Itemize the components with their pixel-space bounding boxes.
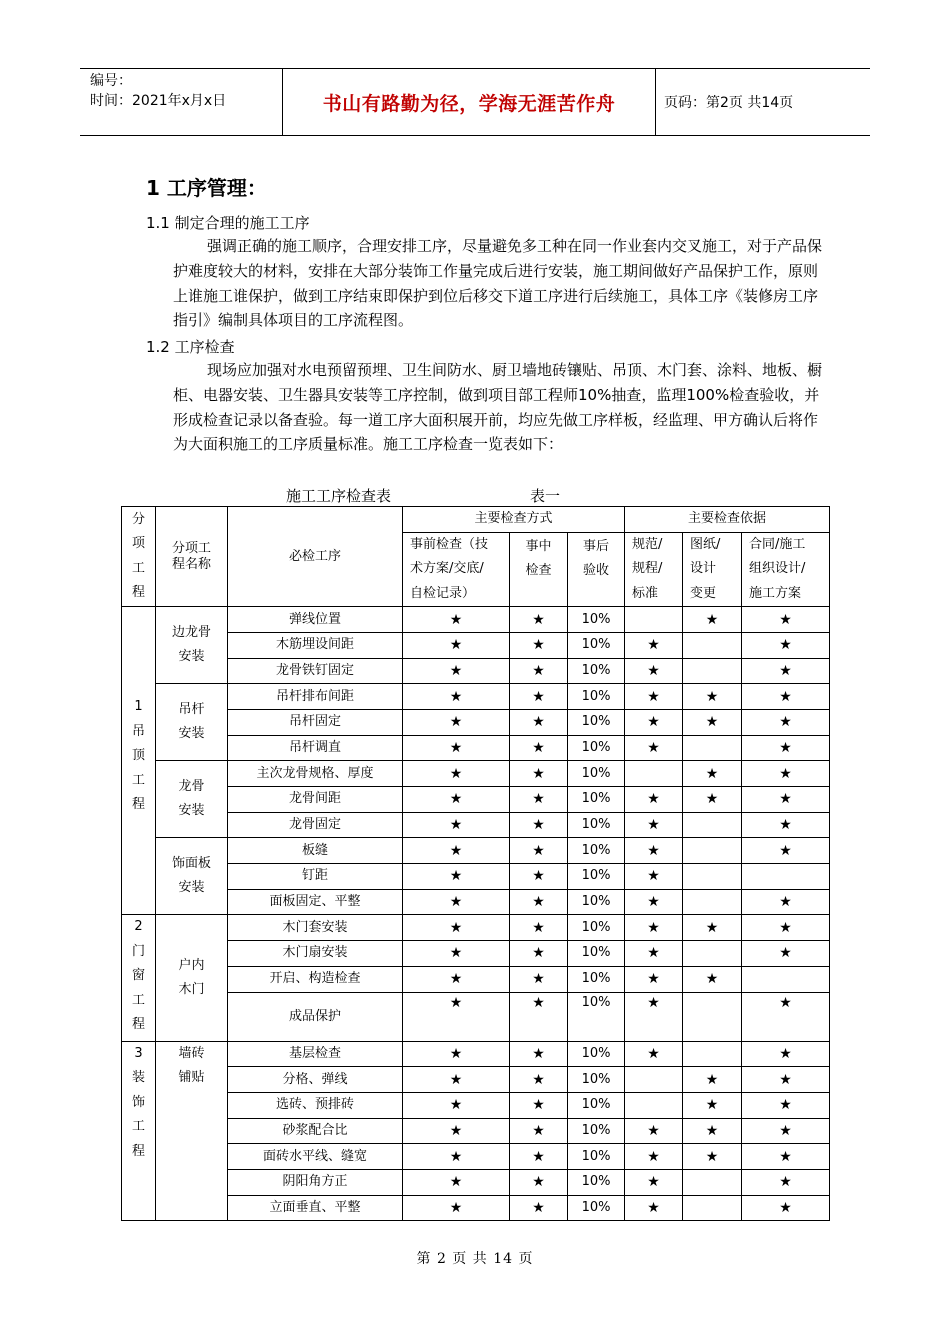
table-row: [122, 787, 830, 813]
division-label: 1 吊 顶 工 程: [122, 607, 156, 915]
table-row: [122, 684, 830, 710]
pre-star-mark: ★: [403, 658, 510, 684]
spec-star-mark: ★: [625, 735, 683, 761]
subsection-2-text: 现场应加强对水电预留预埋、卫生间防水、厨卫墙地砖镶贴、吊顶、木门套、涂料、地板、橱柜、电器安装、卫生器具安装等工序控制，做到项目部工程师10%抽查，监理100%检查验收，并形成检查记录以备查验。每一道工序大面积展开前，均应先做工序样板，经监理、甲方确认后将作为大面积施工的工序质量标准。施工工序检查一览表如下：: [173, 361, 823, 454]
process-name: 吊杆调直: [228, 735, 403, 761]
subsection-2-title: 1.2 工序检查: [146, 338, 235, 356]
contract-star-mark: ★: [742, 889, 830, 915]
pre-star-mark: ★: [403, 684, 510, 710]
item-name: 户内 木门: [156, 915, 228, 1041]
post-check-rate: 10%: [568, 1195, 625, 1221]
spec-star-mark: ★: [625, 632, 683, 658]
spec-star-mark: ★: [625, 941, 683, 967]
drawing-star-mark: ★: [683, 684, 742, 710]
drawing-empty-cell: [683, 838, 742, 864]
contract-star-mark: ★: [742, 1144, 830, 1170]
process-name: 钉距: [228, 864, 403, 890]
mid-star-mark: ★: [510, 915, 568, 941]
spec-star-mark: ★: [625, 1118, 683, 1144]
contract-star-mark: ★: [742, 787, 830, 813]
mid-star-mark: ★: [510, 1067, 568, 1093]
pre-star-mark: ★: [403, 966, 510, 992]
table-row: [122, 632, 830, 658]
table-row: [122, 992, 830, 1041]
mid-star-mark: ★: [510, 684, 568, 710]
pre-star-mark: ★: [403, 992, 510, 1041]
post-check-rate: 10%: [568, 709, 625, 735]
drawing-empty-cell: [683, 864, 742, 890]
post-check-rate: 10%: [568, 632, 625, 658]
header-contract: 合同/施工 组织设计/ 施工方案: [742, 532, 830, 607]
spec-empty-cell: [625, 761, 683, 787]
post-check-rate: 10%: [568, 864, 625, 890]
drawing-empty-cell: [683, 1041, 742, 1067]
mid-star-mark: ★: [510, 992, 568, 1041]
contract-star-mark: ★: [742, 915, 830, 941]
post-check-rate: 10%: [568, 889, 625, 915]
drawing-star-mark: ★: [683, 607, 742, 633]
mid-star-mark: ★: [510, 1169, 568, 1195]
pre-star-mark: ★: [403, 632, 510, 658]
spec-empty-cell: [625, 1092, 683, 1118]
spec-star-mark: ★: [625, 658, 683, 684]
item-name: 龙骨 安装: [156, 761, 228, 838]
post-check-rate: 10%: [568, 966, 625, 992]
drawing-empty-cell: [683, 1195, 742, 1221]
table-row: [122, 1195, 830, 1221]
mid-star-mark: ★: [510, 941, 568, 967]
drawing-empty-cell: [683, 889, 742, 915]
post-check-rate: 10%: [568, 915, 625, 941]
pre-star-mark: ★: [403, 787, 510, 813]
mid-star-mark: ★: [510, 812, 568, 838]
drawing-empty-cell: [683, 941, 742, 967]
spec-star-mark: ★: [625, 684, 683, 710]
contract-star-mark: ★: [742, 1067, 830, 1093]
drawing-star-mark: ★: [683, 1144, 742, 1170]
table-caption: 施工工序检查表: [286, 487, 392, 505]
contract-star-mark: ★: [742, 658, 830, 684]
process-name: 龙骨间距: [228, 787, 403, 813]
post-check-rate: 10%: [568, 941, 625, 967]
pre-star-mark: ★: [403, 864, 510, 890]
process-name: 吊杆排布间距: [228, 684, 403, 710]
page-footer: 第 2 页 共 14 页: [416, 1251, 534, 1267]
process-name: 面砖水平线、缝宽: [228, 1144, 403, 1170]
contract-star-mark: ★: [742, 1041, 830, 1067]
table-row: [122, 864, 830, 890]
header-mid-check: 事中 检查: [510, 532, 568, 607]
spec-star-mark: ★: [625, 1195, 683, 1221]
mid-star-mark: ★: [510, 632, 568, 658]
subsection-1-title: 1.1 制定合理的施工工序: [146, 214, 310, 232]
mid-star-mark: ★: [510, 607, 568, 633]
drawing-empty-cell: [683, 1169, 742, 1195]
mid-star-mark: ★: [510, 658, 568, 684]
table-row: [122, 1118, 830, 1144]
spec-star-mark: ★: [625, 966, 683, 992]
serial-label: 编号：: [90, 73, 132, 89]
header-drawing: 图纸/ 设计 变更: [683, 532, 742, 607]
pre-star-mark: ★: [403, 915, 510, 941]
process-name: 吊杆固定: [228, 709, 403, 735]
contract-star-mark: ★: [742, 709, 830, 735]
post-check-rate: 10%: [568, 992, 625, 1041]
item-name: 吊杆 安装: [156, 684, 228, 761]
pre-star-mark: ★: [403, 735, 510, 761]
table-row: [122, 838, 830, 864]
post-check-rate: 10%: [568, 1169, 625, 1195]
division-label: 2 门 窗 工 程: [122, 915, 156, 1041]
table-row: [122, 761, 830, 787]
table-row: [122, 1067, 830, 1093]
drawing-star-mark: ★: [683, 787, 742, 813]
post-check-rate: 10%: [568, 1041, 625, 1067]
process-name: 木门套安装: [228, 915, 403, 941]
mid-star-mark: ★: [510, 889, 568, 915]
section-title: 1 工序管理：: [146, 176, 267, 200]
contract-star-mark: ★: [742, 761, 830, 787]
pre-star-mark: ★: [403, 1195, 510, 1221]
header-meta: [80, 69, 283, 135]
spec-empty-cell: [625, 1067, 683, 1093]
contract-star-mark: ★: [742, 735, 830, 761]
contract-star-mark: ★: [742, 1118, 830, 1144]
spec-star-mark: ★: [625, 787, 683, 813]
process-name: 砂浆配合比: [228, 1118, 403, 1144]
pre-star-mark: ★: [403, 1067, 510, 1093]
post-check-rate: 10%: [568, 1092, 625, 1118]
drawing-star-mark: ★: [683, 761, 742, 787]
table-row: [122, 607, 830, 633]
contract-star-mark: ★: [742, 941, 830, 967]
time-label: 时间：2021年x月x日: [90, 93, 227, 109]
header-group-basis: 主要检查依据: [625, 507, 830, 533]
process-name: 龙骨固定: [228, 812, 403, 838]
process-name: 阴阳角方正: [228, 1169, 403, 1195]
drawing-star-mark: ★: [683, 1092, 742, 1118]
inspection-table: [121, 506, 830, 1221]
spec-star-mark: ★: [625, 1144, 683, 1170]
table-row: [122, 889, 830, 915]
mid-star-mark: ★: [510, 1144, 568, 1170]
header-post-check: 事后 验收: [568, 532, 625, 607]
pre-star-mark: ★: [403, 941, 510, 967]
pre-star-mark: ★: [403, 1169, 510, 1195]
page-header: [80, 68, 870, 136]
contract-empty-cell: [742, 864, 830, 890]
spec-star-mark: ★: [625, 812, 683, 838]
process-name: 木筋埋设间距: [228, 632, 403, 658]
process-name: 分格、弹线: [228, 1067, 403, 1093]
drawing-empty-cell: [683, 735, 742, 761]
post-check-rate: 10%: [568, 1067, 625, 1093]
drawing-empty-cell: [683, 992, 742, 1041]
spec-star-mark: ★: [625, 709, 683, 735]
drawing-star-mark: ★: [683, 966, 742, 992]
table-row: [122, 709, 830, 735]
drawing-empty-cell: [683, 658, 742, 684]
pre-star-mark: ★: [403, 1041, 510, 1067]
mid-star-mark: ★: [510, 838, 568, 864]
table-row: [122, 1092, 830, 1118]
process-name: 主次龙骨规格、厚度: [228, 761, 403, 787]
spec-star-mark: ★: [625, 838, 683, 864]
division-label: 3 装 饰 工 程: [122, 1041, 156, 1221]
process-name: 成品保护: [228, 992, 403, 1041]
mid-star-mark: ★: [510, 864, 568, 890]
table-header-row: [122, 507, 830, 533]
process-name: 选砖、预排砖: [228, 1092, 403, 1118]
drawing-star-mark: ★: [683, 915, 742, 941]
process-name: 基层检查: [228, 1041, 403, 1067]
table-number: 表一: [530, 487, 561, 505]
table-row: [122, 1041, 830, 1067]
pre-star-mark: ★: [403, 1092, 510, 1118]
contract-star-mark: ★: [742, 1195, 830, 1221]
mid-star-mark: ★: [510, 1118, 568, 1144]
mid-star-mark: ★: [510, 966, 568, 992]
mid-star-mark: ★: [510, 1041, 568, 1067]
mid-star-mark: ★: [510, 787, 568, 813]
spec-star-mark: ★: [625, 1169, 683, 1195]
pre-star-mark: ★: [403, 607, 510, 633]
mid-star-mark: ★: [510, 709, 568, 735]
process-name: 木门扇安装: [228, 941, 403, 967]
table-row: [122, 735, 830, 761]
spec-star-mark: ★: [625, 915, 683, 941]
post-check-rate: 10%: [568, 658, 625, 684]
pre-star-mark: ★: [403, 812, 510, 838]
pre-star-mark: ★: [403, 761, 510, 787]
mid-star-mark: ★: [510, 735, 568, 761]
header-pre-check: 事前检查（技 术方案/交底/ 自检记录）: [403, 532, 510, 607]
table-row: [122, 1169, 830, 1195]
process-name: 立面垂直、平整: [228, 1195, 403, 1221]
spec-star-mark: ★: [625, 1041, 683, 1067]
mid-star-mark: ★: [510, 1195, 568, 1221]
process-name: 板缝: [228, 838, 403, 864]
table-row: [122, 915, 830, 941]
header-item-name: 分项工 程名称: [156, 507, 228, 607]
process-name: 面板固定、平整: [228, 889, 403, 915]
post-check-rate: 10%: [568, 1118, 625, 1144]
drawing-empty-cell: [683, 812, 742, 838]
post-check-rate: 10%: [568, 838, 625, 864]
process-name: 龙骨铁钉固定: [228, 658, 403, 684]
subsection-1-text: 强调正确的施工顺序，合理安排工序，尽量避免多工种在同一作业套内交叉施工，对于产品保护难度较大的材料，安排在大部分装饰工作量完成后进行安装，施工期间做好产品保护工作，原则上谁施工谁保护，做到工序结束即保护到位后移交下道工序进行后续施工，具体工序《装修房工序指引》编制具体项目的工序流程图。: [173, 237, 823, 330]
drawing-star-mark: ★: [683, 1067, 742, 1093]
post-check-rate: 10%: [568, 735, 625, 761]
contract-star-mark: ★: [742, 607, 830, 633]
pre-star-mark: ★: [403, 1118, 510, 1144]
table-row: [122, 812, 830, 838]
header-process: 必检工序: [228, 507, 403, 607]
pre-star-mark: ★: [403, 889, 510, 915]
contract-empty-cell: [742, 966, 830, 992]
contract-star-mark: ★: [742, 684, 830, 710]
post-check-rate: 10%: [568, 684, 625, 710]
process-name: 开启、构造检查: [228, 966, 403, 992]
table-row: [122, 1144, 830, 1170]
pre-star-mark: ★: [403, 709, 510, 735]
mid-star-mark: ★: [510, 761, 568, 787]
contract-star-mark: ★: [742, 838, 830, 864]
drawing-empty-cell: [683, 632, 742, 658]
item-name: 墙砖 铺贴: [156, 1041, 228, 1221]
header-spec: 规范/ 规程/ 标准: [625, 532, 683, 607]
header-group-method: 主要检查方式: [403, 507, 625, 533]
post-check-rate: 10%: [568, 761, 625, 787]
header-motto: 书山有路勤为径，学海无涯苦作舟: [283, 69, 656, 135]
contract-star-mark: ★: [742, 1169, 830, 1195]
spec-star-mark: ★: [625, 889, 683, 915]
contract-star-mark: ★: [742, 1092, 830, 1118]
spec-empty-cell: [625, 607, 683, 633]
mid-star-mark: ★: [510, 1092, 568, 1118]
pre-star-mark: ★: [403, 838, 510, 864]
spec-star-mark: ★: [625, 992, 683, 1041]
item-name: 边龙骨 安装: [156, 607, 228, 684]
table-row: [122, 941, 830, 967]
process-name: 弹线位置: [228, 607, 403, 633]
drawing-star-mark: ★: [683, 709, 742, 735]
contract-star-mark: ★: [742, 812, 830, 838]
table-row: [122, 658, 830, 684]
spec-star-mark: ★: [625, 864, 683, 890]
post-check-rate: 10%: [568, 787, 625, 813]
header-division: 分 项 工 程: [122, 507, 156, 607]
item-name: 饰面板 安装: [156, 838, 228, 915]
header-page-label: 页码：第2页 共14页: [664, 95, 794, 111]
table-row: [122, 966, 830, 992]
drawing-star-mark: ★: [683, 1118, 742, 1144]
contract-star-mark: ★: [742, 992, 830, 1041]
post-check-rate: 10%: [568, 812, 625, 838]
post-check-rate: 10%: [568, 607, 625, 633]
contract-star-mark: ★: [742, 632, 830, 658]
pre-star-mark: ★: [403, 1144, 510, 1170]
post-check-rate: 10%: [568, 1144, 625, 1170]
